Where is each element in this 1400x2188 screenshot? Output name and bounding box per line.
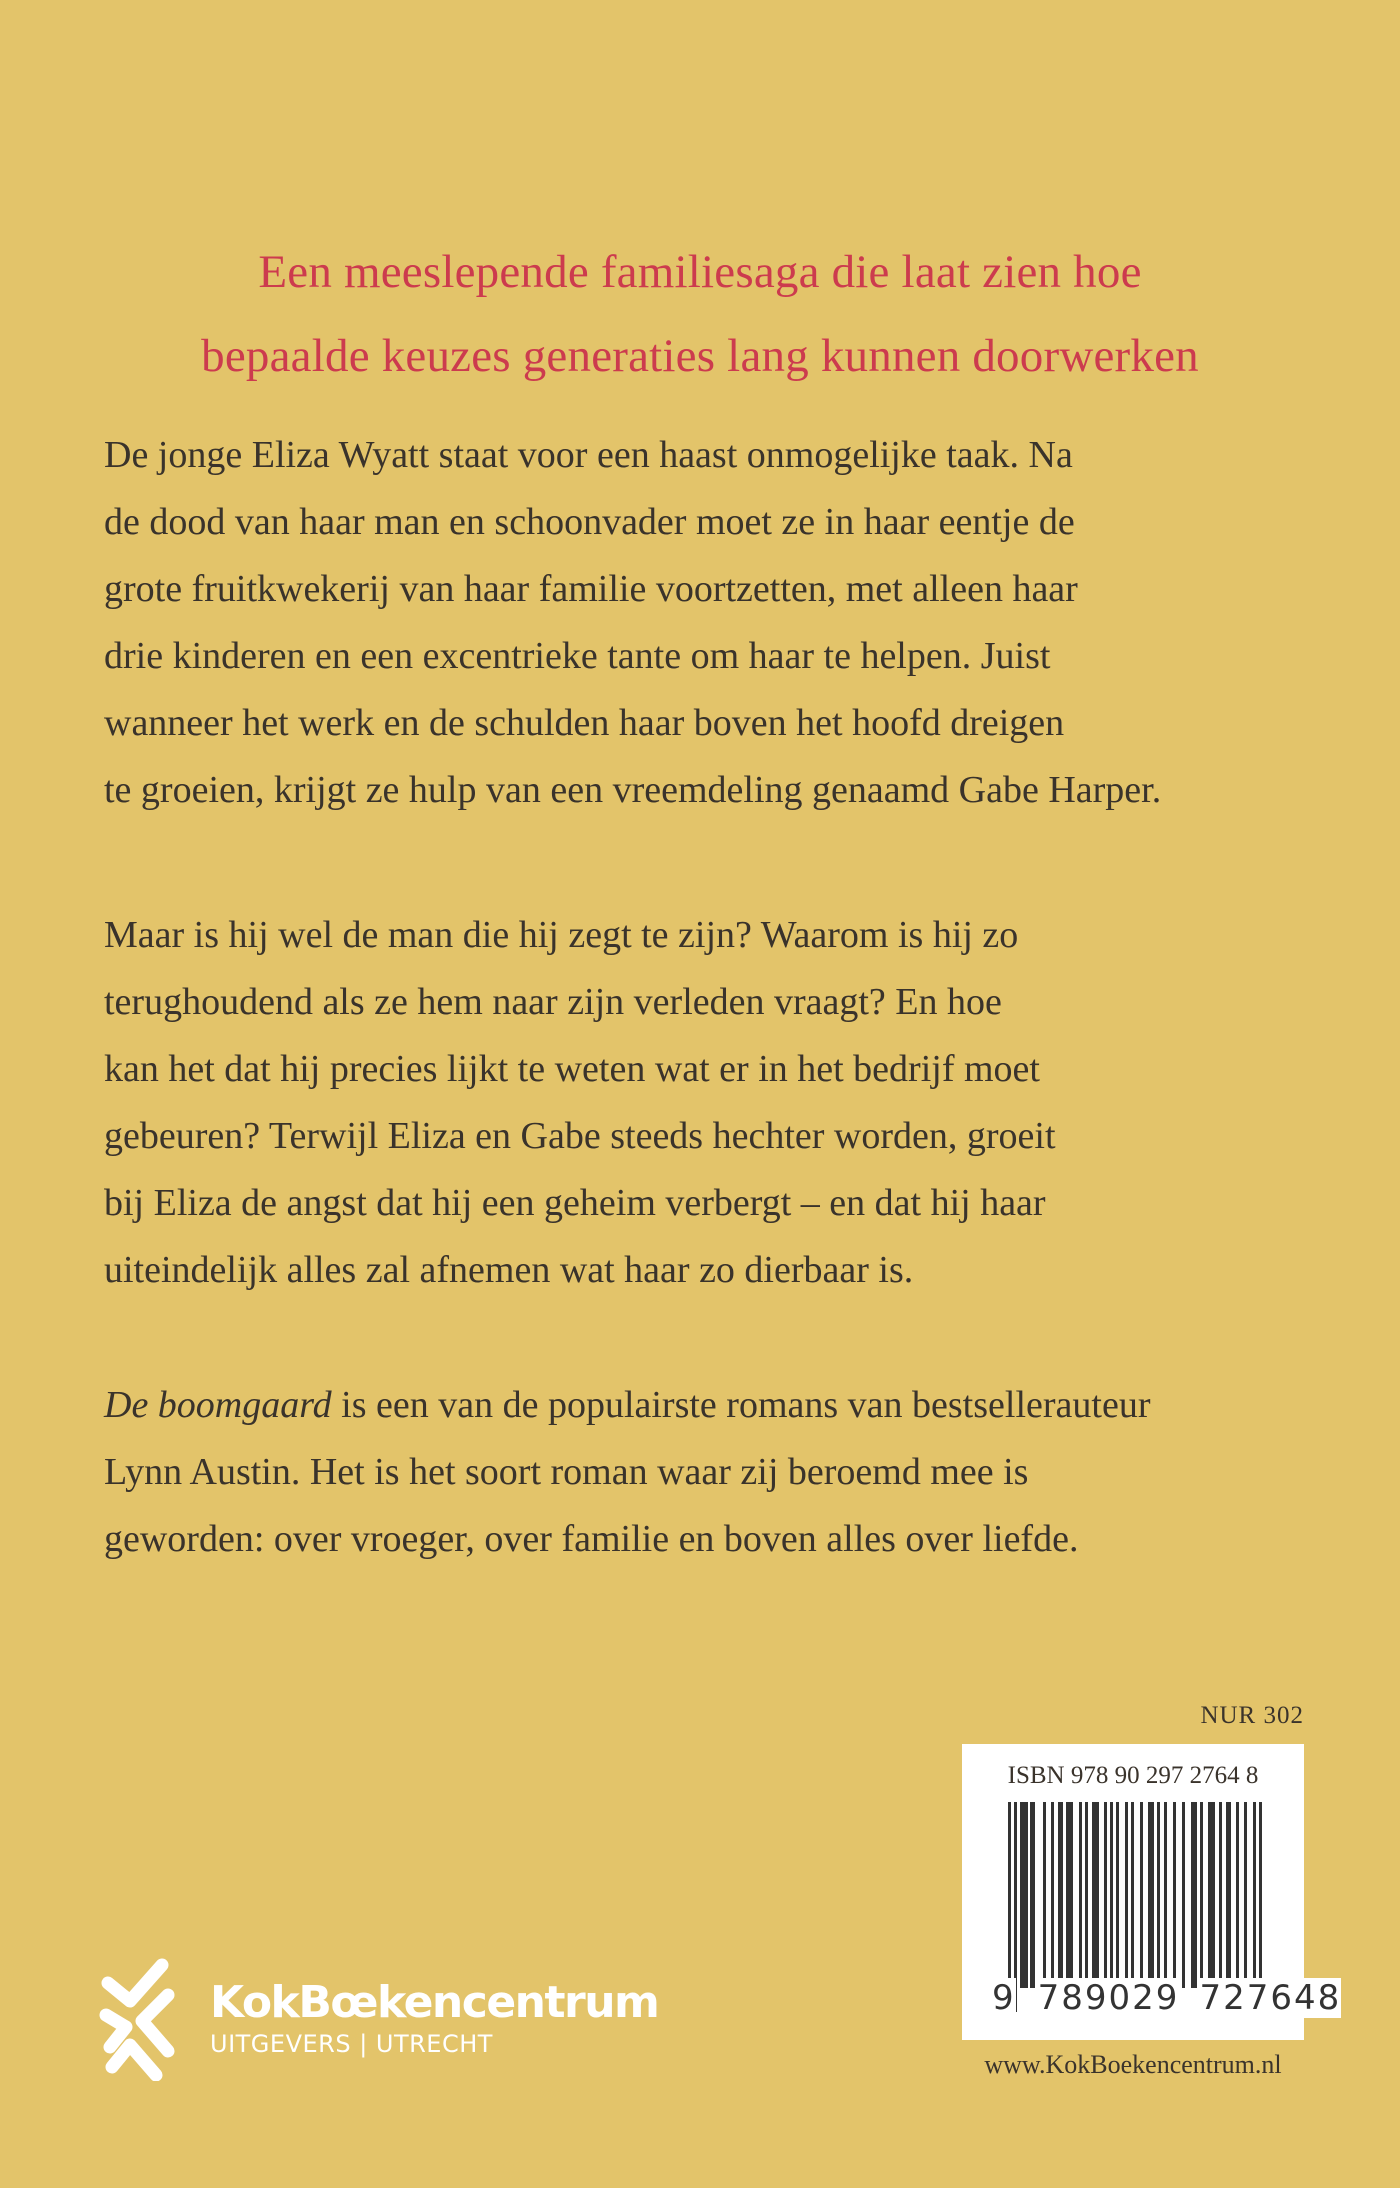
- tagline: [0, 230, 1400, 398]
- barcode-digits: [992, 1978, 1342, 2018]
- text-line: De jonge Eliza Wyatt staat voor een haast onmogelijke taak. Na: [104, 434, 1073, 476]
- text-line: te groeien, krijgt ze hulp van een vreemdeling genaamd Gabe Harper.: [104, 769, 1162, 811]
- text-line: kan het dat hij precies lijkt te weten wat er in het bedrijf moet: [104, 1048, 1040, 1090]
- barcode-digits-left: 789029: [1037, 1978, 1180, 2018]
- text-line: Lynn Austin. Het is het soort roman waar zij beroemd mee is: [104, 1451, 1029, 1493]
- barcode-digit-first: 9: [992, 1978, 1016, 2018]
- barcode-digits-right: 727648: [1199, 1978, 1342, 2018]
- text-line: [104, 1372, 1324, 1439]
- kokboekencentrum-logo-icon: [96, 1957, 180, 2081]
- text-fragment: is een van de populairste romans van bestsellerauteur: [331, 1384, 1151, 1426]
- text-line: gebeuren? Terwijl Eliza en Gabe steeds hechter worden, groeit: [104, 1115, 1056, 1157]
- nur-code: NUR 302: [1200, 1702, 1304, 1729]
- isbn-label: ISBN 978 90 297 2764 8: [1007, 1762, 1259, 1789]
- text-line: uiteindelijk alles zal afnemen wat haar zo dierbaar is.: [104, 1249, 914, 1291]
- isbn-barcode: [962, 1744, 1342, 2040]
- blurb-paragraph-1: [104, 422, 1324, 824]
- text-line: Maar is hij wel de man die hij zegt te zijn? Waarom is hij zo: [104, 914, 1019, 956]
- book-title-italic: De boomgaard: [104, 1384, 332, 1426]
- publisher-name: KokBœkencentrum: [210, 1977, 659, 2028]
- text-line: de dood van haar man en schoonvader moet ze in haar eentje de: [104, 501, 1075, 543]
- blurb-paragraph-2: [104, 902, 1324, 1304]
- publisher-logo: [96, 1954, 659, 2084]
- publisher-subtitle: UITGEVERS | UTRECHT: [210, 2030, 493, 2058]
- text-line: wanneer het werk en de schulden haar boven het hoofd dreigen: [104, 702, 1065, 744]
- tagline-line-1: Een meeslepende familiesaga die laat zien hoe: [258, 246, 1142, 298]
- publisher-wordmark: [210, 1979, 658, 2059]
- text-line: terughoudend als ze hem naar zijn verleden vraagt? En hoe: [104, 981, 1002, 1023]
- blurb-paragraph-3: [104, 1372, 1324, 1573]
- text-line: drie kinderen en een excentrieke tante om haar te helpen. Juist: [104, 635, 1051, 677]
- text-line: geworden: over vroeger, over familie en boven alles over liefde.: [104, 1518, 1079, 1560]
- tagline-line-2: bepaalde keuzes generaties lang kunnen doorwerken: [201, 330, 1199, 382]
- text-line: grote fruitkwekerij van haar familie voortzetten, met alleen haar: [104, 568, 1078, 610]
- publisher-website[interactable]: www.KokBoekencentrum.nl: [984, 2050, 1282, 2079]
- text-line: bij Eliza de angst dat hij een geheim verbergt – en dat hij haar: [104, 1182, 1046, 1224]
